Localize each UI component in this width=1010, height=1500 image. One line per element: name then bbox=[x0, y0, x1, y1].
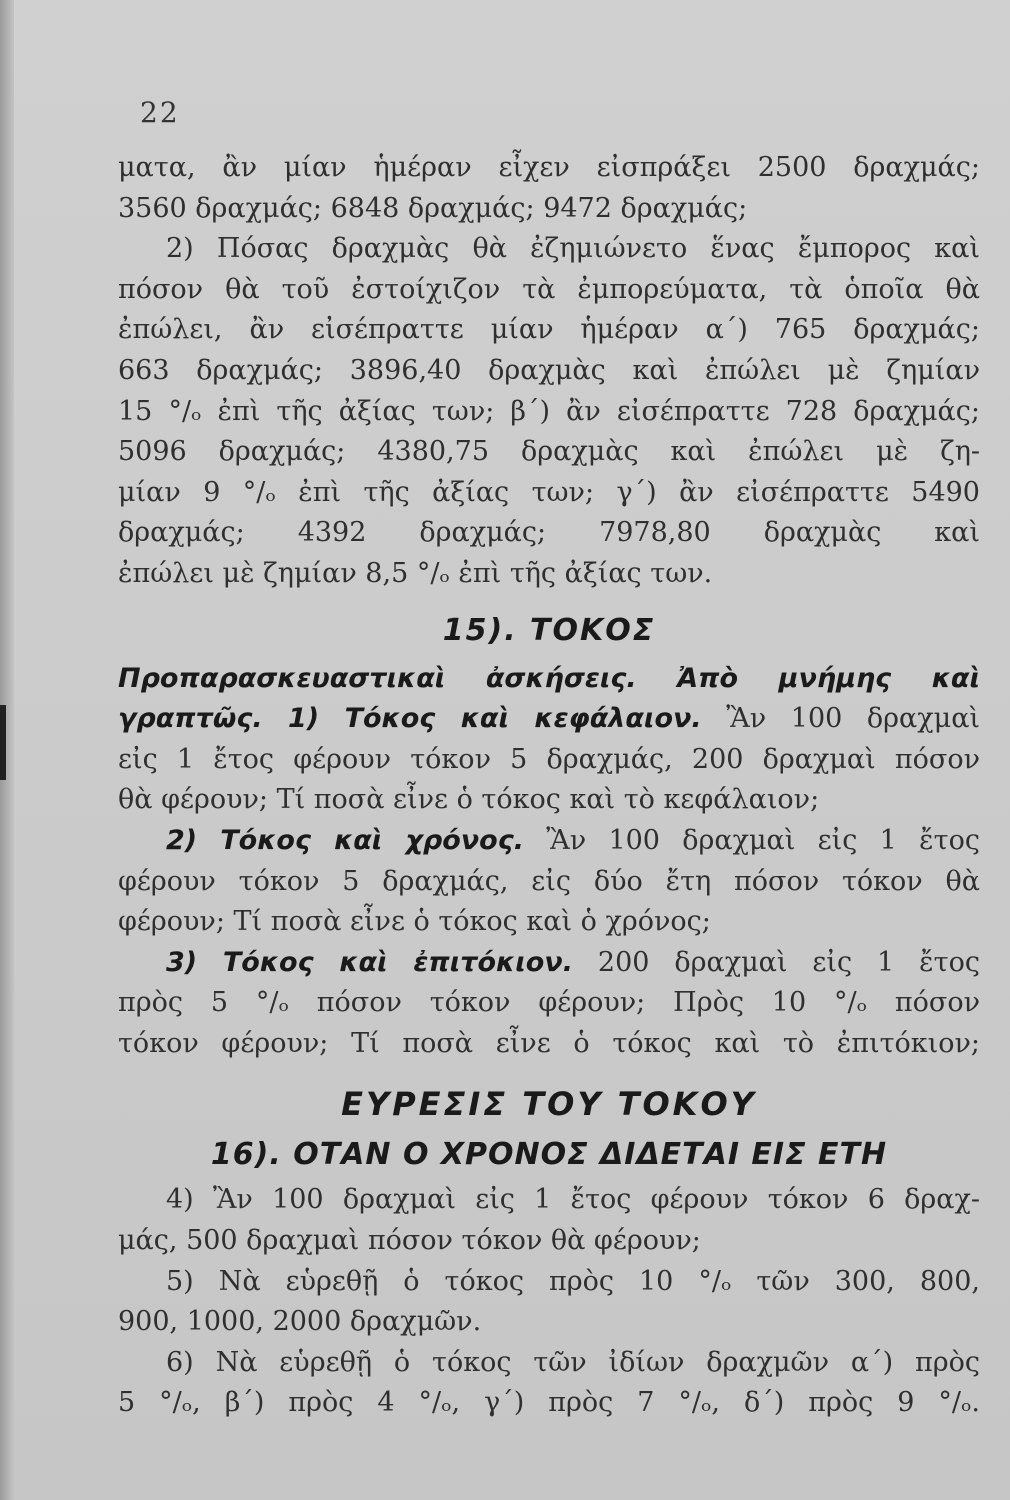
text-line: 6) Νὰ εὑρεθῇ ὁ τόκος τῶν ἰδίων δραχμῶν α΄) πρὸς bbox=[166, 1346, 980, 1378]
text-line: 2) Πόσας δραχμὰς θὰ ἐζημιώνετο ἕνας ἔμπορος καὶ bbox=[166, 233, 980, 265]
text-line bbox=[118, 821, 980, 862]
text-run: 200 δραχμαὶ εἰς 1 ἔτος bbox=[597, 946, 980, 978]
text-line: ἐπώλει, ἂν εἰσέπραττε μίαν ἡμέραν α΄) 765 δραχμάς; bbox=[118, 314, 980, 346]
text-line: 3560 δραχμάς; 6848 δραχμάς; 9472 δραχμάς; bbox=[118, 192, 748, 224]
text-line: μάς, 500 δραχμαὶ πόσον τόκον θὰ φέρουν; bbox=[118, 1225, 701, 1257]
text-line: εἰς 1 ἔτος φέρουν τόκον 5 δραχμάς, 200 δραχμαὶ πόσον bbox=[118, 743, 980, 775]
chapter-heading: ΕΥΡΕΣΙΣ ΤΟΥ ΤΟΚΟΥ bbox=[341, 1085, 757, 1124]
text-line: πρὸς 5 °/ₒ πόσον τόκον φέρουν; Πρὸς 10 °/ₒ πόσον bbox=[118, 987, 980, 1019]
text-line: 900, 1000, 2000 δραχμῶν. bbox=[118, 1306, 482, 1338]
text-line: 15 °/ₒ ἐπὶ τῆς ἀξίας των; β΄) ἂν εἰσέπραττε 728 δραχμάς; bbox=[118, 395, 980, 427]
text-line: 4) Ἂν 100 δραχμαὶ εἰς 1 ἔτος φέρουν τόκον 6 δραχ- bbox=[166, 1184, 980, 1216]
text-line: 5) Νὰ εὑρεθῇ ὁ τόκος πρὸς 10 °/ₒ τῶν 300, 800, bbox=[166, 1265, 980, 1297]
text-line bbox=[118, 699, 980, 740]
subsection-title: 2) Τόκος καὶ χρόνος. bbox=[166, 824, 524, 856]
page-content bbox=[118, 148, 980, 1424]
text-line: δραχμάς; 4392 δραχμάς; 7978,80 δραχμὰς καὶ bbox=[118, 517, 980, 549]
section-heading-15: 15). ΤΟΚΟΣ bbox=[442, 612, 656, 648]
section-heading-16: 16). ΟΤΑΝ Ο ΧΡΟΝΟΣ ΔΙΔΕΤΑΙ ΕΙΣ ΕΤΗ bbox=[210, 1137, 888, 1173]
subsection-title: γραπτῶς. 1) Τόκος καὶ κεφάλαιον. bbox=[118, 703, 702, 735]
text-line bbox=[118, 659, 980, 700]
text-line: θὰ φέρουν; Τί ποσὰ εἶνε ὁ τόκος καὶ τὸ κεφάλαιον; bbox=[118, 784, 820, 816]
text-line: τόκον φέρουν; Τί ποσὰ εἶνε ὁ τόκος καὶ τὸ ἐπιτόκιον; bbox=[118, 1027, 980, 1059]
text-line: 663 δραχμάς; 3896,40 δραχμὰς καὶ ἐπώλει μὲ ζημίαν bbox=[118, 354, 980, 386]
subsection-title: 3) Τόκος καὶ ἐπιτόκιον. bbox=[166, 946, 573, 978]
page-number: 22 bbox=[140, 96, 180, 129]
text-line: φέρουν; Τί ποσὰ εἶνε ὁ τόκος καὶ ὁ χρόνος; bbox=[118, 906, 711, 938]
prep-exercises-title: Προπαρασκευαστικαὶ ἀσκήσεις. Ἀπὸ μνήμης καὶ bbox=[118, 662, 980, 694]
text-line: πόσον θὰ τοῦ ἐστοίχιζον τὰ ἐμπορεύματα, τὰ ὁποῖα θὰ bbox=[118, 273, 980, 305]
text-line: ἐπώλει μὲ ζημίαν 8,5 °/ₒ ἐπὶ τῆς ἀξίας των. bbox=[118, 557, 713, 589]
text-run: Ἂν 100 δραχμαὶ bbox=[726, 703, 980, 735]
text-line bbox=[118, 943, 980, 984]
text-line: 5 °/ₒ, β΄) πρὸς 4 °/ₒ, γ΄) πρὸς 7 °/ₒ, δ΄) πρὸς 9 °/ₒ. bbox=[118, 1387, 980, 1419]
text-line: ματα, ἂν μίαν ἡμέραν εἶχεν εἰσπράξει 2500 δραχμάς; bbox=[118, 152, 980, 183]
text-line: 5096 δραχμάς; 4380,75 δραχμὰς καὶ ἐπώλει μὲ ζη- bbox=[118, 436, 980, 468]
text-line: φέρουν τόκον 5 δραχμάς, εἰς δύο ἔτη πόσον τόκον θὰ bbox=[118, 865, 980, 897]
text-line: μίαν 9 °/ₒ ἐπὶ τῆς ἀξίας των; γ΄) ἂν εἰσέπραττε 5490 bbox=[118, 476, 980, 508]
text-run: Ἂν 100 δραχμαὶ εἰς 1 ἔτος bbox=[546, 824, 980, 856]
page-edge-mark bbox=[0, 705, 6, 780]
